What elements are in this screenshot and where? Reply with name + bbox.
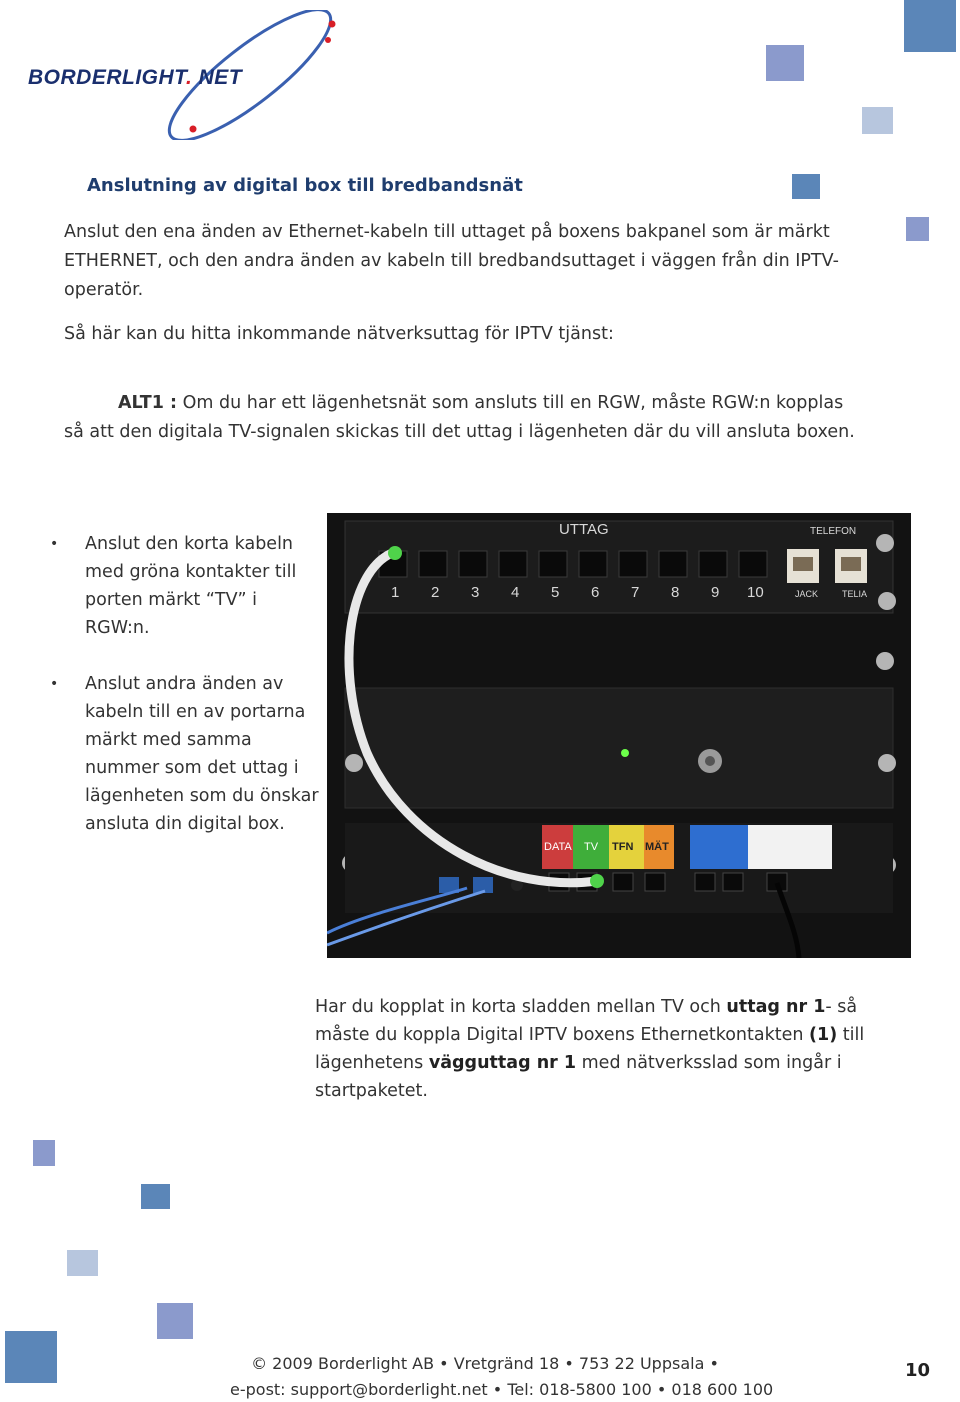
caption-text: med nätverksslad som ingår i startpaketet. xyxy=(315,1053,842,1101)
bullet-dot: • xyxy=(50,536,59,552)
decor-square xyxy=(141,1184,170,1209)
instruction-list xyxy=(50,530,320,866)
port-number: 4 xyxy=(511,584,520,601)
decor-square xyxy=(792,174,820,199)
caption-text: till lägenhetens xyxy=(315,1025,865,1073)
port-number: 1 xyxy=(391,584,400,601)
rack-photo xyxy=(327,513,911,958)
port-number: 10 xyxy=(747,584,764,601)
decor-square xyxy=(766,45,804,81)
bullet-text: Anslut andra änden av kabeln till en av portarna märkt med samma nummer som det uttag i lägenheten som du önskar ansluta din digital box. xyxy=(85,674,319,834)
bullet-text: Anslut den korta kabeln med gröna kontakter till porten märkt “TV” i RGW:n. xyxy=(85,534,297,638)
rgw-label-tfn: TFN xyxy=(612,841,634,853)
caption-bold: vägguttag nr 1 xyxy=(428,1053,577,1073)
rack-illustration xyxy=(327,513,911,958)
section-heading: Anslutning av digital box till bredbandsnät xyxy=(87,175,523,196)
port-number: 5 xyxy=(551,584,560,601)
decor-square xyxy=(33,1140,55,1166)
alt1-paragraph xyxy=(64,389,864,447)
page-number: 10 xyxy=(905,1360,931,1381)
jack-label: JACK xyxy=(795,589,819,599)
rgw-label-tv: TV xyxy=(584,841,599,853)
decor-square xyxy=(904,0,956,52)
rgw-label-mat: MÄT xyxy=(645,841,669,853)
connection-caption xyxy=(315,993,915,1105)
decor-square xyxy=(157,1303,193,1339)
bullet-dot: • xyxy=(50,676,59,692)
list-item xyxy=(50,530,320,642)
decor-square xyxy=(906,217,929,241)
port-number: 3 xyxy=(471,584,480,601)
port-number: 2 xyxy=(431,584,440,601)
intro-paragraph: Anslut den ena änden av Ethernet-kabeln till uttaget på boxens bakpanel som är märkt ETHERNET, och den andra änden av kabeln till bredbandsuttaget i väggen från din IPTV-operatör. xyxy=(64,222,839,300)
caption-bold: uttag nr 1 xyxy=(726,997,826,1017)
port-number: 8 xyxy=(671,584,680,601)
logo-wordmark: BORDERLIGHT. NET xyxy=(28,66,243,89)
decor-square xyxy=(862,107,893,134)
port-number: 9 xyxy=(711,584,720,601)
decor-square xyxy=(5,1331,57,1383)
decor-square xyxy=(67,1250,98,1276)
alt1-text: Om du har ett lägenhetsnät som ansluts till en RGW, måste RGW:n kopplas så att den digitala TV-signalen skickas till det uttag i lägenheten där du vill ansluta boxen. xyxy=(64,393,855,442)
telia-label: TELIA xyxy=(842,589,868,599)
footer-address: © 2009 Borderlight AB • Vretgränd 18 • 753 22 Uppsala • xyxy=(251,1354,719,1373)
telefon-label: TELEFON xyxy=(810,526,857,537)
caption-bold: (1) xyxy=(809,1025,838,1045)
list-item xyxy=(50,670,320,838)
find-outlet-text: Så här kan du hitta inkommande nätverksuttag för IPTV tjänst: xyxy=(64,324,614,344)
port-number: 6 xyxy=(591,584,600,601)
caption-text: - så måste du koppla Digital IPTV boxens Ethernetkontakten xyxy=(315,997,858,1045)
caption-text: Har du kopplat in korta sladden mellan TV och xyxy=(315,997,727,1017)
port-number: 7 xyxy=(631,584,640,601)
alt1-label: ALT1 : xyxy=(118,393,178,413)
rgw-label-data: DATA xyxy=(544,841,572,853)
uttag-label: UTTAG xyxy=(559,521,609,538)
footer-contact: e-post: support@borderlight.net • Tel: 018-5800 100 • 018 600 100 xyxy=(230,1380,774,1399)
